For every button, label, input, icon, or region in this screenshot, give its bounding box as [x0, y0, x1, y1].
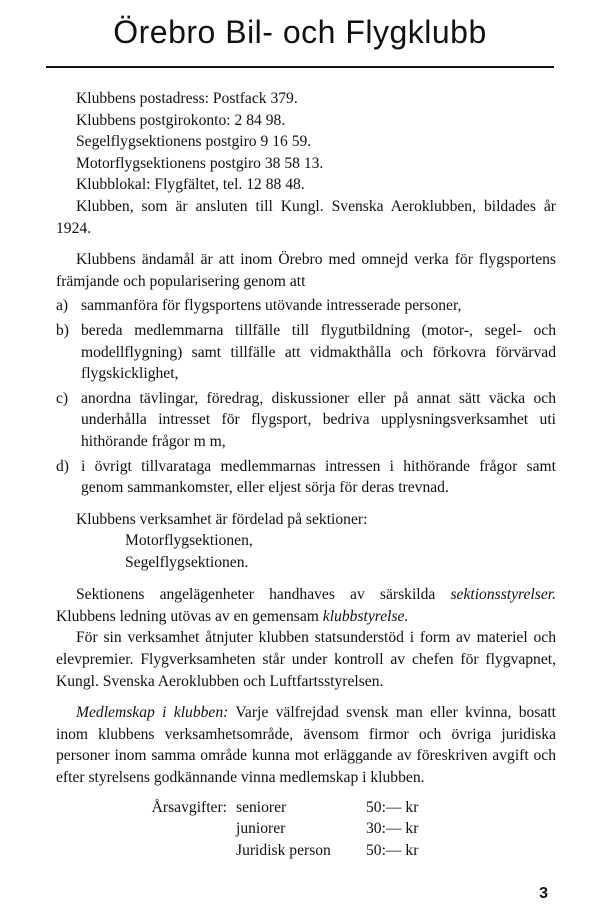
fact-segelflyg-postgiro: Segelflygsektionens postgiro 9 16 59.: [76, 133, 312, 151]
table-row: [56, 840, 556, 862]
founded-paragraph: Klubben, som är ansluten till Kungl. Svenska Aeroklubben, bildades år 1924.: [56, 197, 556, 237]
purpose-list: [56, 295, 556, 498]
section-motorflyg: Motorflygsektionen,: [125, 532, 253, 550]
membership-paragraph: [56, 702, 556, 788]
list-marker: b): [56, 321, 69, 339]
fee-amount: 50:— kr: [366, 841, 419, 859]
table-row: [56, 818, 556, 840]
contact-facts: [56, 88, 556, 196]
list-marker: d): [56, 457, 69, 475]
fee-category: seniorer: [236, 798, 287, 816]
table-row: [56, 797, 556, 819]
membership-heading: Medlemskap i klubben:: [76, 704, 229, 722]
management-paragraph: [56, 584, 556, 627]
list-item-text: bereda medlemmarna tillfälle till flygutbildning (motor-, segel- och modellflygning) samt tillfälle att vidmakthålla och förkovra förvärvad flygskicklighet,: [81, 321, 556, 383]
sektionsstyrelser-term: sektionsstyrelser.: [450, 586, 556, 604]
list-item: [56, 320, 556, 385]
page-number: 3: [539, 885, 548, 902]
document-body: [56, 88, 556, 861]
support-paragraph: För sin verksamhet åtnjuter klubben statsunderstöd i form av materiel och elevpremier. Flygverksamheten står under kontroll av chefen för flygvapnet, Kungl. Svenska Aeroklubben och Luftfartsstyrelsen.: [56, 629, 556, 690]
fact-motorflyg-postgiro: Motorflygsektionens postgiro 38 58 13.: [76, 154, 324, 172]
list-item-text: i övrigt tillvarataga medlemmarnas intressen i hithörande frågor samt genom sammankomster, eller eljest sörja för deras trevnad.: [81, 457, 556, 497]
list-item: [56, 456, 556, 499]
management-text-2: Klubbens ledning utövas av en gemensam: [56, 607, 323, 625]
fee-amount: 30:— kr: [366, 820, 419, 838]
list-marker: c): [56, 389, 69, 407]
fees-table: [56, 797, 556, 862]
list-item: [56, 388, 556, 453]
section-segelflyg: Segelflygsektionen.: [125, 554, 249, 572]
list-item: [56, 295, 556, 317]
fees-label: Årsavgifter:: [151, 798, 227, 816]
title-rule: [46, 66, 554, 68]
list-marker: a): [56, 297, 69, 315]
page-title: Örebro Bil- och Flygklubb: [113, 14, 487, 50]
klubbstyrelse-term: klubbstyrelse.: [322, 607, 409, 625]
list-item-text: sammanföra för flygsportens utövande intresserade personer,: [81, 297, 462, 315]
fee-category: juniorer: [236, 820, 286, 838]
fact-postgirokonto: Klubbens postgirokonto: 2 84 98.: [76, 111, 286, 129]
purpose-intro: Klubbens ändamål är att inom Örebro med omnejd verka för flygsportens främjande och popularisering genom att: [56, 251, 556, 290]
fact-klubblokal: Klubblokal: Flygfältet, tel. 12 88 48.: [76, 176, 305, 194]
management-text-1: Sektionens angelägenheter handhaves av särskilda: [76, 586, 451, 604]
list-item-text: anordna tävlingar, föredrag, diskussioner eller på annat sätt väcka och underhålla intresset för flygsport, bedriva upplysningsverksamhet uti hithörande frågor m m,: [81, 389, 556, 450]
fee-category: Juridisk person: [236, 841, 331, 859]
membership-text: Varje välfrejdad svensk man eller kvinna, bosatt inom klubbens verksamhetsområde, ävensom firmor och övriga juridiska personer inom samma område kunna mot erläggande av föreskriven avgift och efter styrelsens godkännande vinna medlemskap i klubben.: [56, 704, 556, 787]
fee-amount: 50:— kr: [366, 798, 419, 816]
sections-intro: Klubbens verksamhet är fördelad på sektioner:: [76, 510, 368, 528]
fact-postadress: Klubbens postadress: Postfack 379.: [76, 90, 298, 107]
sections-list: [125, 530, 556, 574]
